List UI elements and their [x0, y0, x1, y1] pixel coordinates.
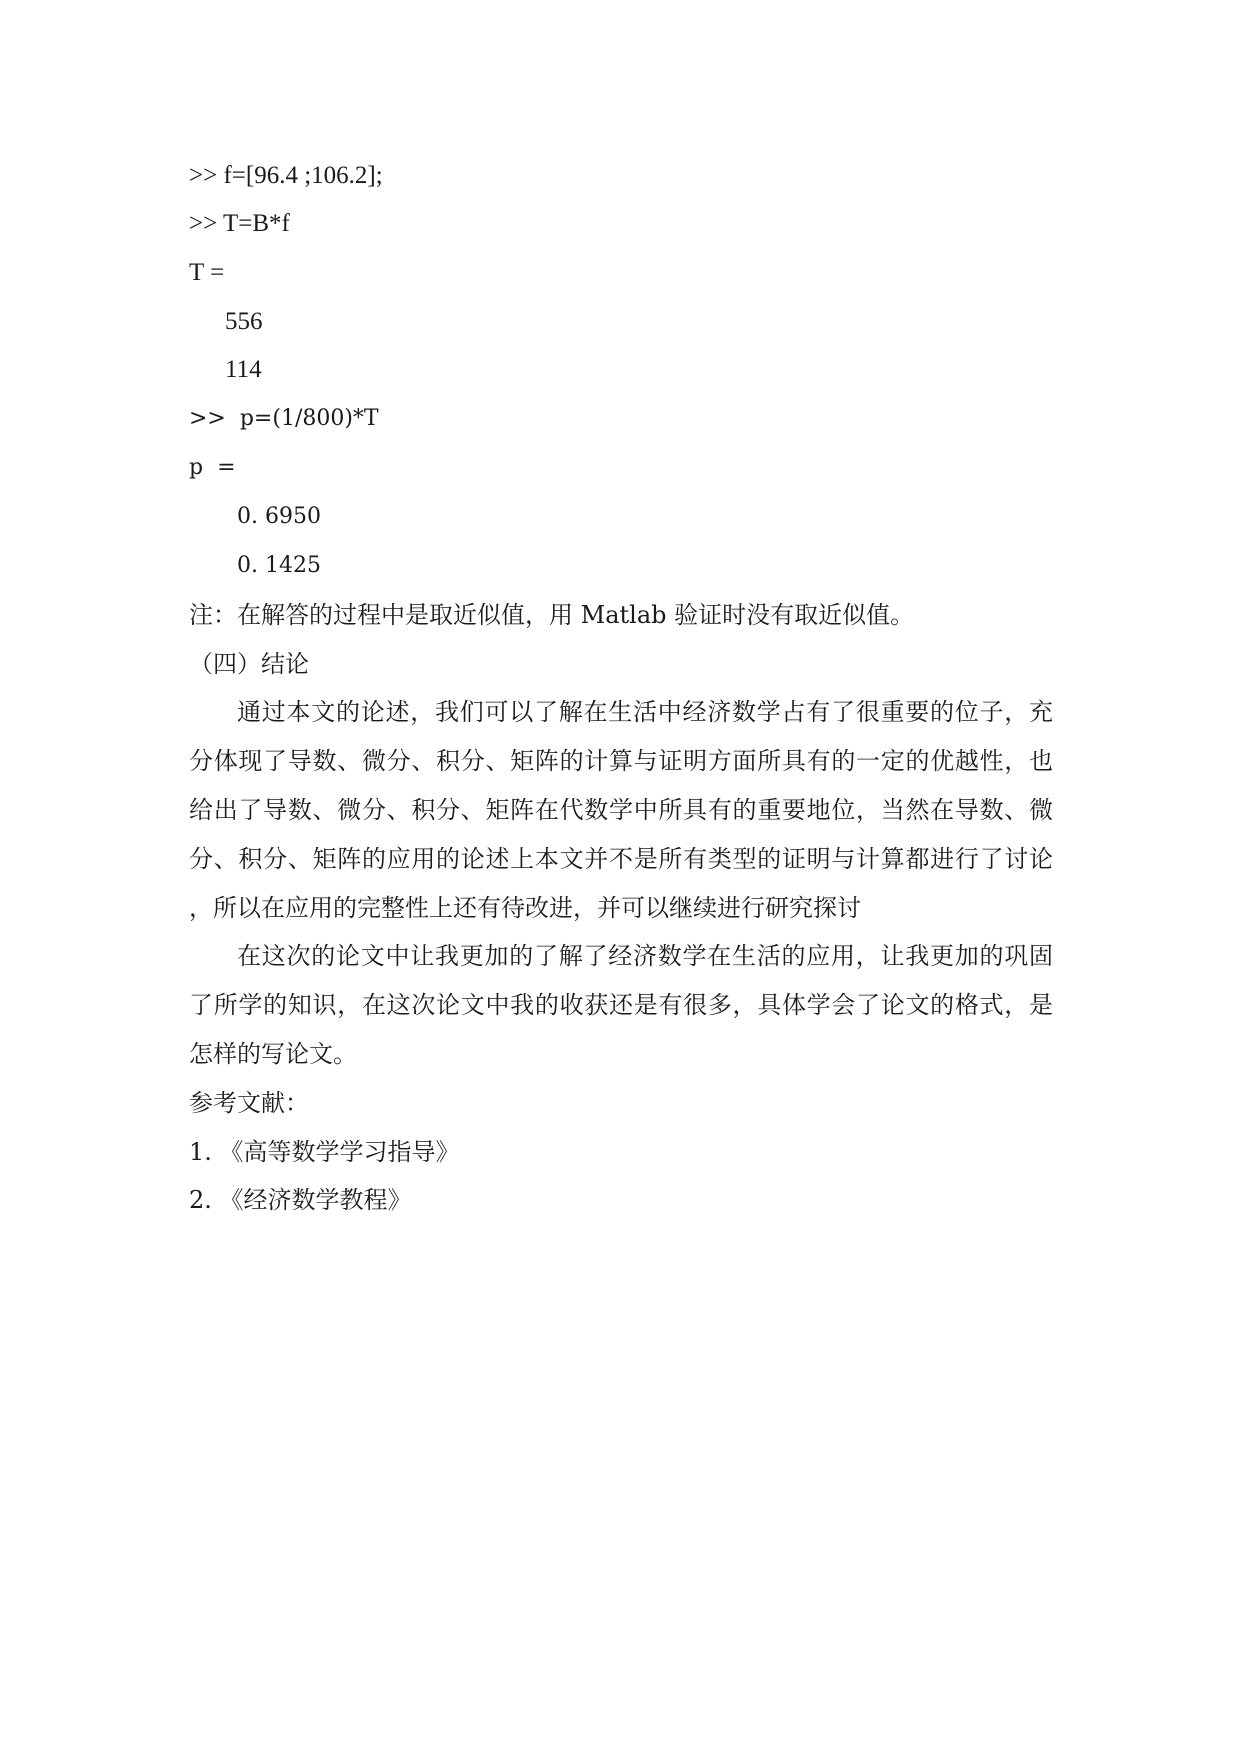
code-line-t-compute: >> T=B*f: [189, 210, 290, 237]
conclusion-para2-line1: 在这次的论文中让我更加的了解了经济数学在生活的应用，让我更加的巩固: [237, 942, 1053, 970]
conclusion-para1-line5: ，所以在应用的完整性上还有待改进，并可以继续进行研究探讨: [189, 894, 861, 922]
code-line-p-compute: >> p=(1/800)*T: [189, 406, 379, 431]
conclusion-para1-line4: 分、积分、矩阵的应用的论述上本文并不是所有类型的证明与计算都进行了讨论: [189, 845, 1053, 873]
output-t-value-1: 556: [225, 308, 263, 335]
output-t-value-2: 114: [225, 356, 262, 383]
section-heading: （四）结论: [189, 650, 309, 678]
conclusion-para1-line1: 通过本文的论述，我们可以了解在生活中经济数学占有了很重要的位子，充: [237, 698, 1053, 726]
references-heading: 参考文献：: [189, 1089, 309, 1117]
code-line-f-assign: >> f=[96.4 ;106.2];: [189, 162, 383, 189]
output-t-label: T =: [189, 259, 225, 286]
output-p-value-1: 0. 6950: [237, 504, 321, 529]
conclusion-para2-line2: 了所学的知识，在这次论文中我的收获还是有很多，具体学会了论文的格式，是: [189, 991, 1053, 1019]
conclusion-para1-line2: 分体现了导数、微分、积分、矩阵的计算与证明方面所具有的一定的优越性，也: [189, 747, 1053, 775]
output-p-value-2: 0. 1425: [237, 553, 321, 578]
conclusion-para1-line3: 给出了导数、微分、积分、矩阵在代数学中所具有的重要地位，当然在导数、微: [189, 796, 1053, 824]
reference-item: 2. 《经济数学教程》: [189, 1186, 412, 1214]
note-text: 注：在解答的过程中是取近似值，用 Matlab 验证时没有取近似值。: [189, 601, 915, 629]
output-p-label: p =: [189, 455, 236, 480]
reference-item: 1. 《高等数学学习指导》: [189, 1138, 460, 1166]
conclusion-para2-line3: 怎样的写论文。: [189, 1040, 357, 1068]
